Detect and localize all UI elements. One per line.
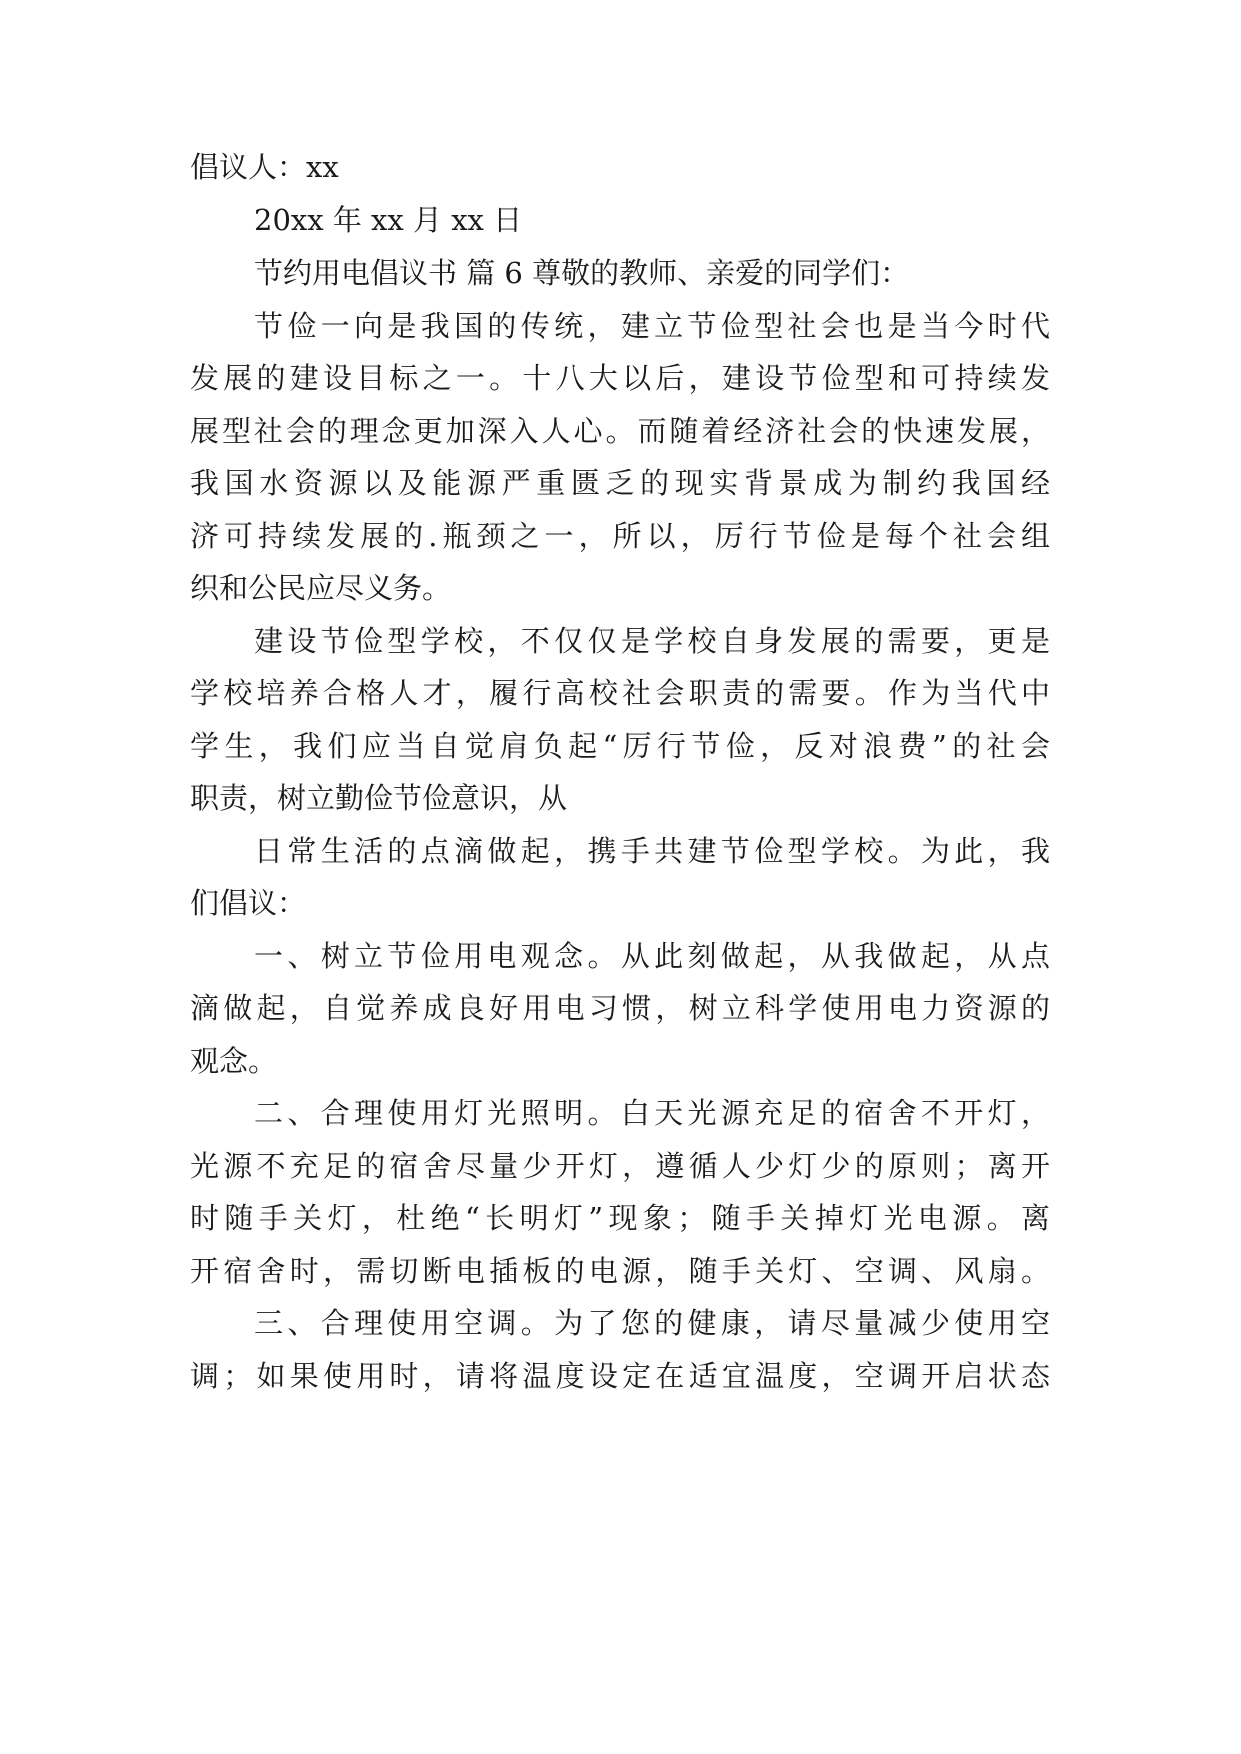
paragraph-line: 职责，树立勤俭节俭意识，从 xyxy=(190,781,568,815)
letter-heading: 节约用电倡议书 篇 6 尊敬的教师、亲爱的同学们： xyxy=(254,256,910,290)
paragraph-line: 一、树立节俭用电观念。从此刻做起，从我做起，从点 xyxy=(254,939,1050,973)
paragraph-line: 三、合理使用空调。为了您的健康，请尽量减少使用空 xyxy=(254,1306,1050,1340)
paragraph-line: 调；如果使用时，请将温度设定在适宜温度，空调开启状态 xyxy=(190,1359,1050,1393)
paragraph-line: 节俭一向是我国的传统，建立节俭型社会也是当今时代 xyxy=(254,309,1050,343)
date-line: 20xx 年 xx 月 xx 日 xyxy=(254,203,523,237)
paragraph-line: 学校培养合格人才，履行高校社会职责的需要。作为当代中 xyxy=(190,676,1050,710)
paragraph-line: 观念。 xyxy=(190,1044,278,1078)
paragraph-line: 日常生活的点滴做起，携手共建节俭型学校。为此，我 xyxy=(254,834,1050,868)
paragraph-line: 济可持续发展的.瓶颈之一，所以，厉行节俭是每个社会组 xyxy=(190,519,1050,553)
paragraph-line: 建设节俭型学校，不仅仅是学校自身发展的需要，更是 xyxy=(254,624,1050,658)
paragraph-line: 时随手关灯，杜绝“长明灯”现象；随手关掉灯光电源。离 xyxy=(190,1201,1050,1235)
paragraph-line: 光源不充足的宿舍尽量少开灯，遵循人少灯少的原则；离开 xyxy=(190,1149,1050,1183)
paragraph-line: 展型社会的理念更加深入人心。而随着经济社会的快速发展， xyxy=(190,414,1050,448)
paragraph-line: 滴做起，自觉养成良好用电习惯，树立科学使用电力资源的 xyxy=(190,991,1050,1025)
paragraph-line: 织和公民应尽义务。 xyxy=(190,571,452,605)
paragraph-line: 们倡议： xyxy=(190,886,307,920)
paragraph-line: 我国水资源以及能源严重匮乏的现实背景成为制约我国经 xyxy=(190,466,1050,500)
signature-line: 倡议人：xx xyxy=(190,150,339,184)
paragraph-line: 二、合理使用灯光照明。白天光源充足的宿舍不开灯， xyxy=(254,1096,1050,1130)
paragraph-line: 开宿舍时，需切断电插板的电源，随手关灯、空调、风扇。 xyxy=(190,1254,1050,1288)
paragraph-line: 学生，我们应当自觉肩负起“厉行节俭，反对浪费”的社会 xyxy=(190,729,1050,763)
paragraph-line: 发展的建设目标之一。十八大以后，建设节俭型和可持续发 xyxy=(190,361,1050,395)
